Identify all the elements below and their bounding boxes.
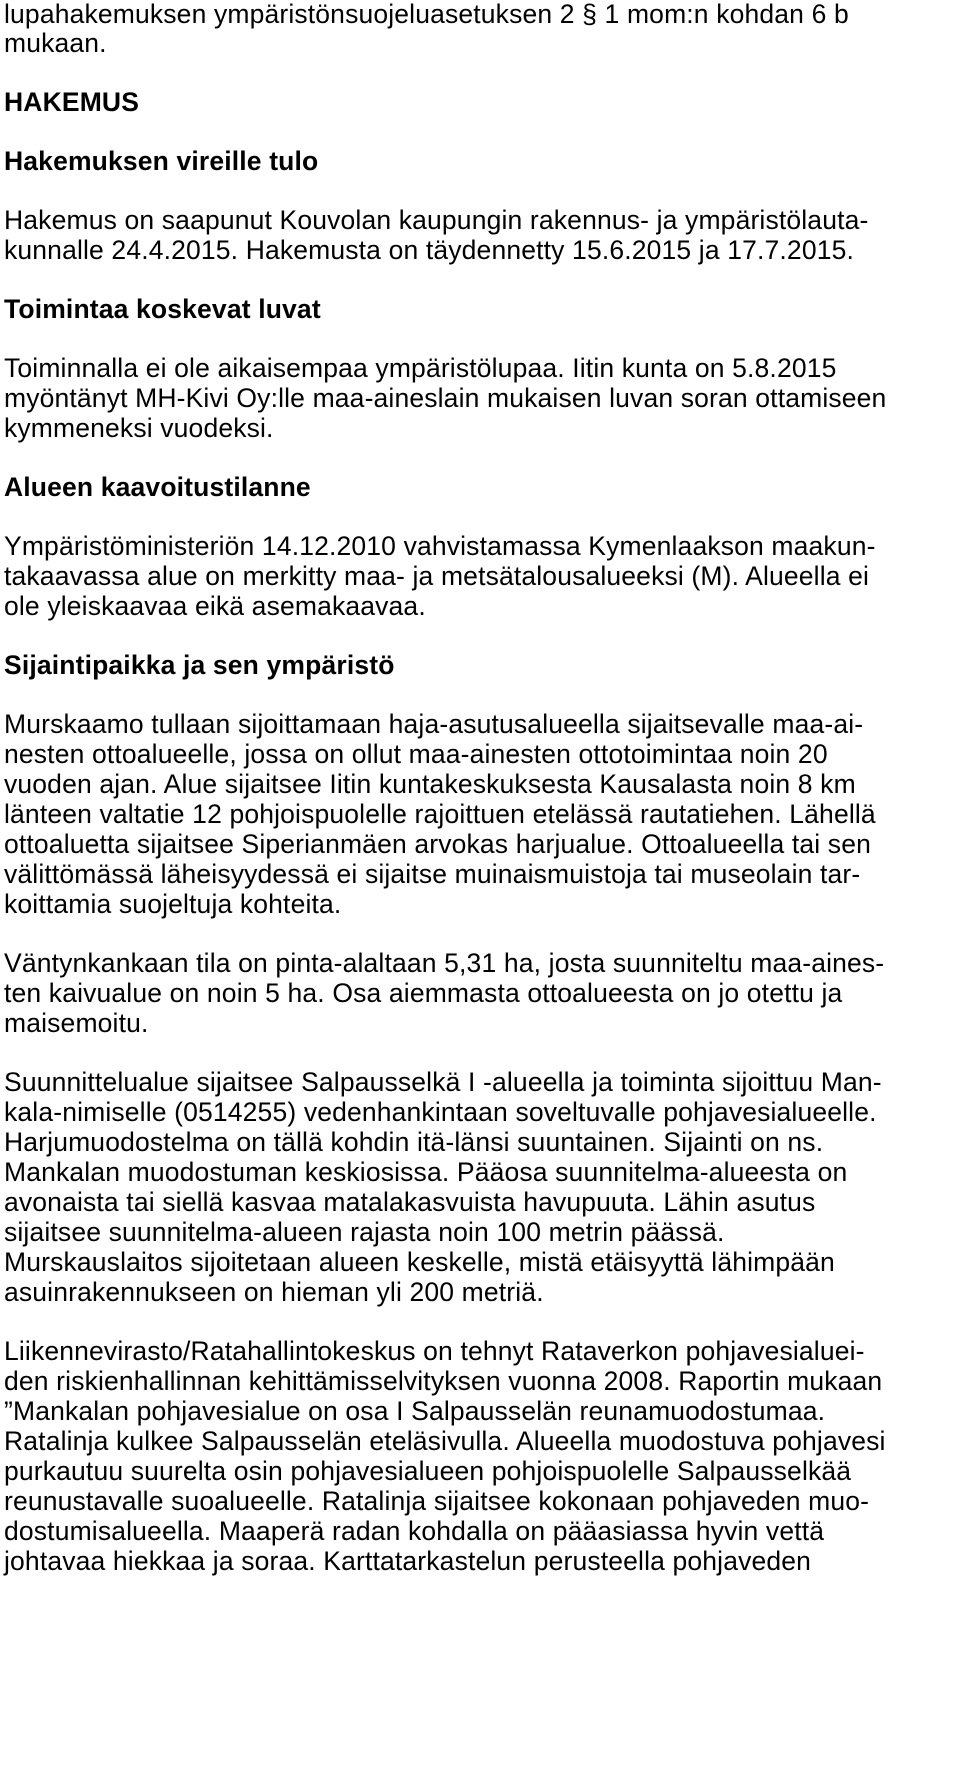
sijainti-p3-line-6: sijaitsee suunnitelma-alueen rajasta noin 100 metrin päässä. — [4, 1217, 725, 1247]
sijainti-p1-line-7: koittamia suojeltuja kohteita. — [4, 889, 342, 919]
sijainti-p2-line-2: ten kaivualue on noin 5 ha. Osa aiemmasta ottoalueesta on jo otettu ja — [4, 978, 843, 1008]
sijainti-p4-line-7: dostumisalueella. Maaperä radan kohdalla on pääasiassa hyvin vettä — [4, 1516, 825, 1546]
kaavoitus-line-2: takaavassa alue on merkitty maa- ja metsätalousalueeksi (M). Alueella ei — [4, 561, 870, 591]
heading-hakemus: HAKEMUS — [4, 87, 140, 117]
luvat-line-1: Toiminnalla ei ole aikaisempaa ympäristölupaa. Iitin kunta on 5.8.2015 — [4, 353, 837, 383]
sijainti-p1-line-1: Murskaamo tullaan sijoittamaan haja-asutusalueella sijaitsevalle maa-ai- — [4, 709, 864, 739]
sijainti-p4-line-4: Ratalinja kulkee Salpausselän eteläsivulla. Alueella muodostuva pohjavesi — [4, 1426, 886, 1456]
sijainti-p1-line-2: nesten ottoalueelle, jossa on ollut maa-ainesten ottotoimintaa noin 20 — [4, 739, 828, 769]
sijainti-p4-line-6: reunustavalle suoalueelle. Ratalinja sijaitsee kokonaan pohjaveden muo- — [4, 1486, 870, 1516]
intro-line-2: mukaan. — [4, 28, 107, 58]
sijainti-p2-line-1: Väntynkankaan tila on pinta-alaltaan 5,31 ha, josta suunniteltu maa-aines- — [4, 948, 885, 978]
heading-luvat: Toimintaa koskevat luvat — [4, 294, 321, 324]
kaavoitus-line-3: ole yleiskaavaa eikä asemakaavaa. — [4, 591, 426, 621]
sijainti-p3-line-4: Mankalan muodostuman keskiosissa. Pääosa suunnitelma-alueesta on — [4, 1157, 848, 1187]
sijainti-p4-line-1: Liikennevirasto/Ratahallintokeskus on tehnyt Rataverkon pohjavesialuei- — [4, 1336, 865, 1366]
vireille-line-1: Hakemus on saapunut Kouvolan kaupungin rakennus- ja ympäristölauta- — [4, 205, 869, 235]
luvat-line-3: kymmeneksi vuodeksi. — [4, 413, 274, 443]
luvat-line-2: myöntänyt MH-Kivi Oy:lle maa-aineslain mukaisen luvan soran ottamiseen — [4, 383, 887, 413]
sijainti-p3-line-7: Murskauslaitos sijoitetaan alueen keskelle, mistä etäisyyttä lähimpään — [4, 1247, 835, 1277]
sijainti-p4-line-5: purkautuu suurelta osin pohjavesialueen pohjoispuolelle Salpausselkää — [4, 1456, 852, 1486]
sijainti-p1-line-6: välittömässä läheisyydessä ei sijaitse muinaismuistoja tai museolain tar- — [4, 859, 861, 889]
heading-sijainti: Sijaintipaikka ja sen ympäristö — [4, 650, 395, 680]
sijainti-p2-line-3: maisemoitu. — [4, 1008, 149, 1038]
sijainti-p3-line-8: asuinrakennukseen on hieman yli 200 metriä. — [4, 1277, 544, 1307]
sijainti-p1-line-3: vuoden ajan. Alue sijaitsee Iitin kuntakeskuksesta Kausalasta noin 8 km — [4, 769, 856, 799]
vireille-line-2: kunnalle 24.4.2015. Hakemusta on täydennetty 15.6.2015 ja 17.7.2015. — [4, 235, 854, 265]
sijainti-p1-line-5: ottoaluetta sijaitsee Siperianmäen arvokas harjualue. Ottoalueella tai sen — [4, 829, 871, 859]
sijainti-p4-line-8: johtavaa hiekkaa ja soraa. Karttatarkastelun perusteella pohjaveden — [4, 1546, 812, 1576]
sijainti-p4-line-3: ”Mankalan pohjavesialue on osa I Salpausselän reunamuodostumaa. — [4, 1396, 826, 1426]
sijainti-p3-line-1: Suunnittelualue sijaitsee Salpausselkä I -alueella ja toiminta sijoittuu Man- — [4, 1067, 882, 1097]
kaavoitus-line-1: Ympäristöministeriön 14.12.2010 vahvistamassa Kymenlaakson maakun- — [4, 531, 876, 561]
sijainti-p3-line-2: kala-nimiselle (0514255) vedenhankintaan soveltuvalle pohjavesialueelle. — [4, 1097, 877, 1127]
heading-kaavoitus: Alueen kaavoitustilanne — [4, 472, 311, 502]
sijainti-p3-line-3: Harjumuodostelma on tällä kohdin itä-länsi suuntainen. Sijainti on ns. — [4, 1127, 824, 1157]
heading-vireille-tulo: Hakemuksen vireille tulo — [4, 146, 319, 176]
sijainti-p3-line-5: avonaista tai siellä kasvaa matalakasvuista havupuuta. Lähin asutus — [4, 1187, 816, 1217]
intro-line-1: lupahakemuksen ympäristönsuojeluasetuksen 2 § 1 mom:n kohdan 6 b — [4, 0, 849, 29]
sijainti-p1-line-4: länteen valtatie 12 pohjoispuolelle rajoittuen etelässä rautatiehen. Lähellä — [4, 799, 876, 829]
sijainti-p4-line-2: den riskienhallinnan kehittämisselvityksen vuonna 2008. Raportin mukaan — [4, 1366, 883, 1396]
